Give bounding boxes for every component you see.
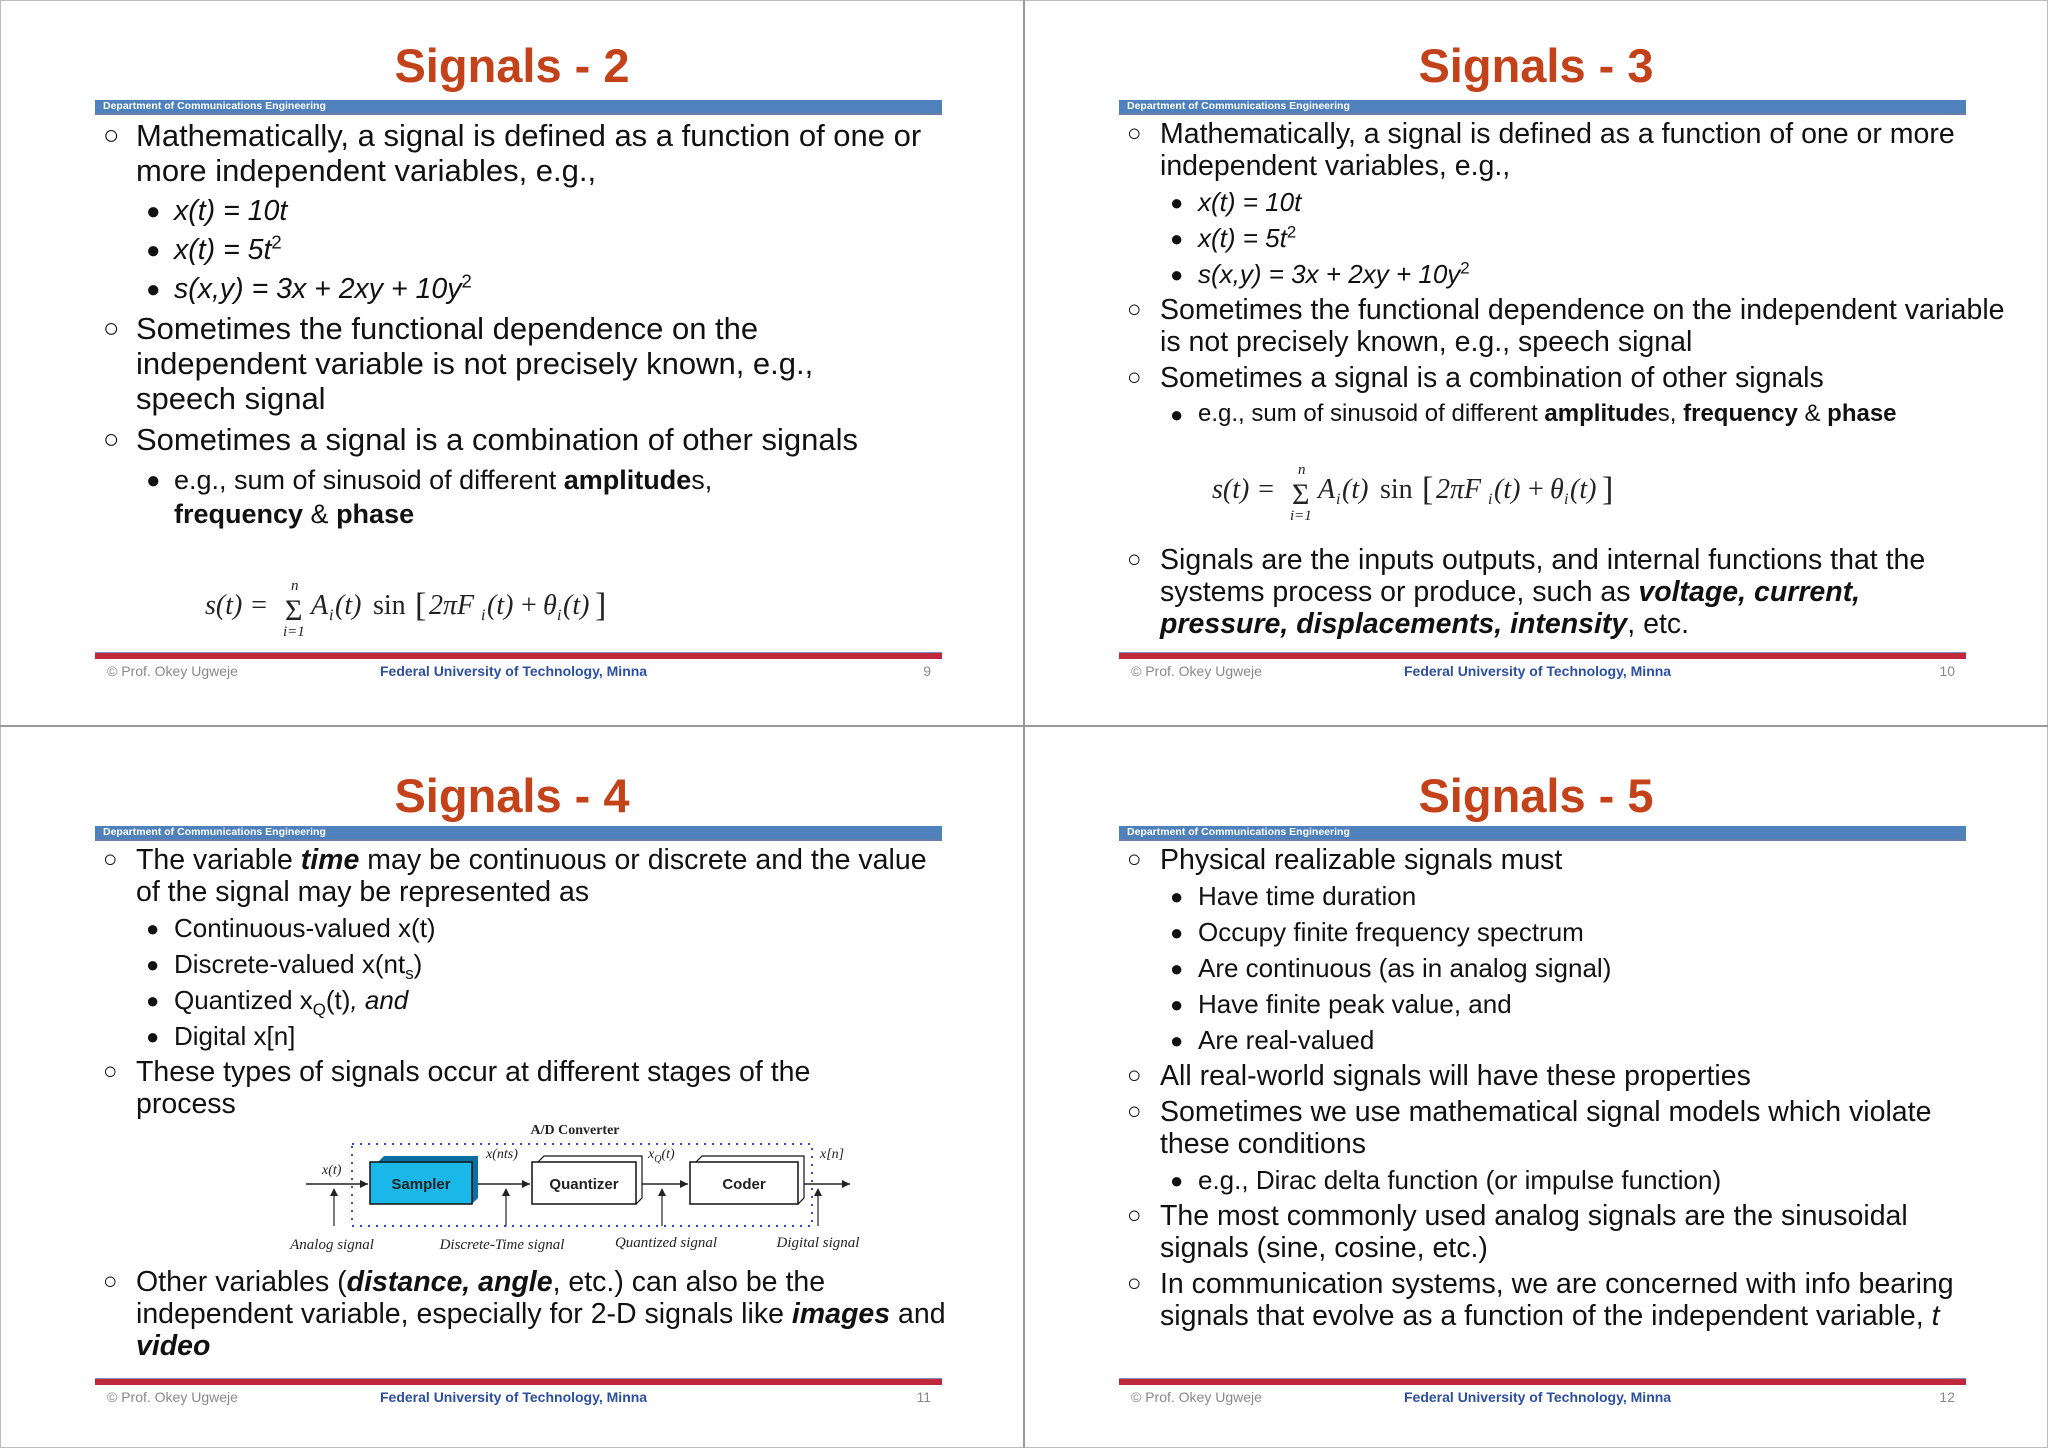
text: Quantized x: [174, 985, 313, 1015]
bullet: [1124, 1200, 1980, 1264]
slide-body: [1124, 118, 2005, 434]
hollow-bullet-icon: ○: [1127, 120, 1142, 147]
bullet: [1124, 1060, 1972, 1092]
bullet-text: Sometimes a signal is a combination of other signals: [136, 422, 858, 457]
hollow-bullet-icon: ○: [1127, 1062, 1142, 1089]
bullet-text: Sometimes a signal is a combination of other signals: [1160, 362, 1824, 394]
sub-bullet: [1124, 916, 1972, 948]
text: s,: [691, 465, 713, 495]
italic-text: t: [1931, 1300, 1940, 1332]
bullet: [1124, 118, 1990, 182]
bullet-text: Sometimes we use mathematical signal models which violate these conditions: [1160, 1096, 1932, 1160]
bullet: [1124, 1268, 1980, 1332]
bullet-icon: ●: [146, 988, 160, 1013]
bullet: [1124, 844, 1972, 876]
page-number: 9: [923, 663, 931, 679]
bullet-text: The variable: [136, 844, 301, 876]
formula-a: A: [311, 590, 329, 621]
arrowhead-icon: [814, 1188, 822, 1196]
arrowhead-icon: [522, 1180, 530, 1188]
footer-author: © Prof. Okey Ugweje: [107, 663, 238, 679]
page-number: 11: [916, 1389, 931, 1405]
signal-xn: x[n]: [820, 1147, 845, 1162]
sub-bullet: [1124, 988, 1972, 1020]
sum-top: n: [1298, 462, 1306, 478]
sub-bullet: [100, 233, 948, 267]
slide-12: [1024, 726, 2048, 1450]
text: (t): [325, 985, 351, 1015]
hollow-bullet-icon: ○: [1127, 1098, 1142, 1125]
hollow-bullet-icon: ○: [1127, 296, 1142, 323]
formula-rbracket: ]: [1602, 471, 1614, 508]
department-label: Department of Communications Engineering: [103, 100, 326, 112]
sampler-label: Sampler: [391, 1176, 451, 1193]
hollow-bullet-icon: ○: [103, 846, 118, 873]
bold-text: frequency: [174, 499, 304, 529]
formula-sub: i: [1336, 491, 1341, 508]
bold-text: phase: [336, 499, 415, 529]
footer-author: © Prof. Okey Ugweje: [1131, 1389, 1262, 1405]
formula-sub: i: [481, 607, 486, 624]
text: Are real-valued: [1198, 1025, 1375, 1055]
hollow-bullet-icon: ○: [103, 424, 120, 454]
emphasis-text: distance, angle: [346, 1266, 553, 1298]
bullet: [1124, 362, 1972, 394]
footer-university: Federal University of Technology, Minna: [380, 1389, 648, 1405]
formula-plus: +: [1528, 474, 1544, 505]
footer-author: © Prof. Okey Ugweje: [1131, 663, 1262, 679]
formula-lhs: s(t) =: [205, 590, 269, 621]
sub-bullet: [100, 272, 948, 306]
bullet-text: Mathematically, a signal is defined as a function of one or more independent variables, e.g.,: [1160, 118, 1955, 182]
bullet-icon: ●: [146, 198, 161, 225]
text: Have finite peak value, and: [1198, 989, 1512, 1019]
slide-9: [0, 0, 1024, 724]
page-number: 10: [1939, 663, 1955, 679]
bullet-text: In communication systems, we are concerned with info bearing signals that evolve as a function of the independent variable,: [1160, 1268, 1954, 1332]
bullet-icon: ●: [146, 467, 161, 494]
bullet-text: All real-world signals will have these properties: [1160, 1060, 1751, 1092]
department-bar: [95, 100, 942, 115]
text: s,: [1657, 400, 1684, 427]
converter-label: A/D Converter: [530, 1123, 620, 1138]
hollow-bullet-icon: ○: [1127, 546, 1142, 573]
bullet-icon: ●: [1170, 884, 1184, 909]
bullet-icon: ●: [1170, 992, 1184, 1017]
bullet-text: These types of signals occur at different stages of the process: [136, 1056, 811, 1120]
sum-formula: [1212, 462, 1632, 524]
text: e.g., sum of sinusoid of different: [174, 465, 564, 495]
formula-t: (t): [1494, 474, 1521, 505]
slide-10: [1024, 0, 2048, 724]
bullet: [1124, 1096, 2000, 1160]
text: &: [1797, 400, 1828, 427]
bullet-text: , etc.: [1627, 608, 1690, 640]
bullet-icon: ●: [146, 916, 160, 941]
equation: s(x,y) = 3x + 2xy + 10y: [174, 273, 462, 305]
text: &: [303, 499, 337, 529]
arrowhead-icon: [502, 1188, 510, 1196]
sum-bottom: i=1: [1290, 508, 1312, 524]
sub-bullet: [100, 912, 948, 944]
subscript: s: [405, 964, 414, 984]
bullet: [100, 1056, 896, 1120]
sub-bullet: [1124, 880, 1972, 912]
emphasis-text: images: [791, 1298, 891, 1330]
formula-sub: i: [329, 607, 334, 624]
bullet-text: , etc.) can also be the independent variable, especially for 2-D signals like: [136, 1266, 826, 1330]
quantizer-label: Quantizer: [549, 1176, 619, 1193]
footer-bar: [1119, 1378, 1966, 1385]
formula-t: (t): [335, 590, 362, 621]
hollow-bullet-icon: ○: [103, 1058, 118, 1085]
formula-a: A: [1318, 474, 1336, 505]
formula-t: (t): [1570, 474, 1597, 505]
formula-sub: i: [557, 607, 562, 624]
signal-xq: $x_Q(t)$: [648, 1147, 675, 1165]
bullet-text: Other variables (: [136, 1266, 347, 1298]
emphasis-text: voltage, current, pressure, displacements, intensity: [1160, 576, 1861, 640]
sub-bullet: [100, 948, 948, 984]
formula-t: (t): [487, 590, 514, 621]
formula-lbracket: [: [1422, 471, 1434, 508]
equation: x(t) = 5t: [174, 234, 272, 266]
bullet-text: Sometimes the functional dependence on the independent variable is not precisely known, e.g., speech signal: [136, 311, 814, 416]
superscript: 2: [1460, 258, 1470, 278]
slide-11: [0, 726, 1024, 1450]
bullet-icon: ●: [1170, 402, 1184, 427]
bold-text: amplitude: [563, 465, 692, 495]
formula-2pif: 2πF: [1436, 474, 1482, 505]
formula-2pif: 2πF: [429, 590, 475, 621]
slide-body: [100, 844, 948, 1124]
hollow-bullet-icon: ○: [1127, 364, 1142, 391]
italic-text: , and: [350, 985, 409, 1015]
formula-sub: i: [1488, 491, 1493, 508]
sub-bullet: [1124, 222, 1972, 254]
slide-body: [100, 118, 948, 536]
label-digital: Digital signal: [776, 1235, 860, 1251]
bullet-icon: ●: [1170, 1028, 1184, 1053]
bullet-text: Mathematically, a signal is defined as a function of one or more independent variables, e.g.,: [136, 118, 922, 188]
hollow-bullet-icon: ○: [1127, 1270, 1142, 1297]
formula-plus: +: [521, 590, 537, 621]
text: Discrete-valued x(nt: [174, 949, 406, 979]
bullet-icon: ●: [1170, 920, 1184, 945]
text: Are continuous (as in analog signal): [1198, 953, 1612, 983]
slide-title: Signals - 3: [1418, 39, 1654, 92]
hollow-bullet-icon: ○: [1127, 1202, 1142, 1229]
bullet-icon: ●: [146, 1024, 160, 1049]
formula-t: (t): [1342, 474, 1369, 505]
bullet-icon: ●: [1170, 1168, 1184, 1193]
superscript: 2: [1286, 222, 1297, 242]
bullet-text: and: [890, 1298, 946, 1330]
bullet-icon: ●: [1170, 226, 1184, 251]
sum-icon: Σ: [285, 594, 303, 627]
formula-t: (t): [563, 590, 590, 621]
footer-bar: [1119, 652, 1966, 659]
label-analog: Analog signal: [290, 1237, 374, 1253]
department-label: Department of Communications Engineering: [103, 826, 326, 838]
emphasis-text: video: [136, 1330, 211, 1362]
formula-sin: sin: [373, 590, 406, 621]
formula-sub: i: [1564, 491, 1569, 508]
sub-bullet: [100, 194, 948, 228]
text: e.g., sum of sinusoid of different: [1198, 400, 1545, 427]
arrowhead-icon: [330, 1188, 338, 1196]
subscript: Q: [312, 1000, 326, 1020]
label-quantized: Quantized signal: [614, 1235, 718, 1251]
footer-university: Federal University of Technology, Minna: [380, 663, 648, 679]
bullet: [1124, 294, 2010, 358]
text: Have time duration: [1198, 881, 1417, 911]
signal-xnts: x(nts): [486, 1147, 518, 1162]
sub-bullet: [1124, 952, 1972, 984]
sub-bullet: [100, 1020, 948, 1052]
formula-sin: sin: [1380, 474, 1413, 505]
superscript: 2: [461, 270, 472, 292]
sub-bullet: [1124, 398, 1972, 430]
department-bar: [95, 826, 942, 841]
text: Digital x[n]: [174, 1021, 296, 1051]
slide-title: Signals - 5: [1418, 769, 1654, 822]
text: e.g., Dirac delta function (or impulse function): [1198, 1165, 1722, 1195]
bullet: [100, 311, 896, 416]
sub-bullet: [1124, 186, 1972, 218]
bullet-icon: ●: [146, 276, 161, 303]
formula-lhs: s(t) =: [1212, 474, 1276, 505]
department-bar: [1119, 100, 1966, 115]
equation: x(t) = 10t: [1198, 187, 1302, 217]
bullet: [1124, 544, 1980, 640]
footer-author: © Prof. Okey Ugweje: [107, 1389, 238, 1405]
formula-lbracket: [: [415, 587, 427, 624]
text: Occupy finite frequency spectrum: [1198, 917, 1584, 947]
equation: s(x,y) = 3x + 2xy + 10y: [1198, 259, 1461, 289]
label-discrete: Discrete-Time signal: [439, 1237, 565, 1253]
arrowhead-icon: [360, 1180, 368, 1188]
sub-bullet: [1124, 258, 1972, 290]
bold-text: amplitude: [1544, 400, 1658, 427]
equation: x(t) = 5t: [1198, 223, 1287, 253]
sum-icon: Σ: [1292, 478, 1310, 511]
hollow-bullet-icon: ○: [103, 1268, 118, 1295]
superscript: 2: [271, 231, 282, 253]
bullet-icon: ●: [1170, 190, 1184, 215]
footer-bar: [95, 1378, 942, 1385]
bullet-icon: ●: [1170, 956, 1184, 981]
bold-text: phase: [1827, 400, 1897, 427]
arrowhead-icon: [842, 1180, 850, 1188]
sum-top: n: [291, 578, 299, 594]
sub-bullet: [100, 984, 948, 1020]
bullet: [100, 422, 948, 457]
ad-converter-diagram: [270, 1118, 880, 1273]
bullet-text: Signals are the inputs outputs, and internal functions that the systems process or produce, such as: [1160, 544, 1926, 608]
bullet-icon: ●: [1170, 262, 1184, 287]
footer-university: Federal University of Technology, Minna: [1404, 1389, 1672, 1405]
emphasis-text: time: [300, 844, 360, 876]
sub-bullet: [100, 463, 794, 531]
sum-bottom: i=1: [283, 624, 305, 640]
text: ): [413, 949, 423, 979]
department-label: Department of Communications Engineering: [1127, 826, 1350, 838]
hollow-bullet-icon: ○: [103, 120, 120, 150]
text: Continuous-valued x(t): [174, 913, 436, 943]
department-bar: [1119, 826, 1966, 841]
equation: x(t) = 10t: [174, 195, 288, 227]
slide-title: Signals - 2: [394, 39, 630, 92]
slide-title: Signals - 4: [394, 769, 630, 822]
bullet: [100, 118, 976, 188]
coder-label: Coder: [722, 1176, 766, 1193]
sub-bullet: [1124, 1024, 1972, 1056]
hollow-bullet-icon: ○: [1127, 846, 1142, 873]
sub-bullet: [1124, 1164, 1972, 1196]
sum-formula: [205, 578, 625, 640]
footer-university: Federal University of Technology, Minna: [1404, 663, 1672, 679]
footer-bar: [95, 652, 942, 659]
bullet-text: may be continuous or discrete and the value of the signal may be represented as: [136, 844, 927, 908]
hollow-bullet-icon: ○: [103, 313, 120, 343]
bullet: [100, 844, 956, 908]
formula-rbracket: ]: [595, 587, 607, 624]
formula-theta: θ: [543, 590, 557, 621]
bullet-text: The most commonly used analog signals are the sinusoidal signals (sine, cosine, etc.): [1160, 1200, 1908, 1264]
arrowhead-icon: [680, 1180, 688, 1188]
bold-text: frequency: [1683, 400, 1798, 427]
slide-body: [1124, 844, 1972, 1336]
bullet-icon: ●: [146, 237, 161, 264]
bullet-text: Physical realizable signals must: [1160, 844, 1563, 876]
arrowhead-icon: [658, 1188, 666, 1196]
bullet: [100, 1266, 946, 1362]
signal-x: x(t): [322, 1163, 342, 1178]
department-label: Department of Communications Engineering: [1127, 100, 1350, 112]
bullet-icon: ●: [146, 952, 160, 977]
page-number: 12: [1939, 1389, 1955, 1405]
formula-theta: θ: [1550, 474, 1564, 505]
bullet-text: Sometimes the functional dependence on the independent variable is not precisely known, e.g., speech signal: [1160, 294, 2005, 358]
